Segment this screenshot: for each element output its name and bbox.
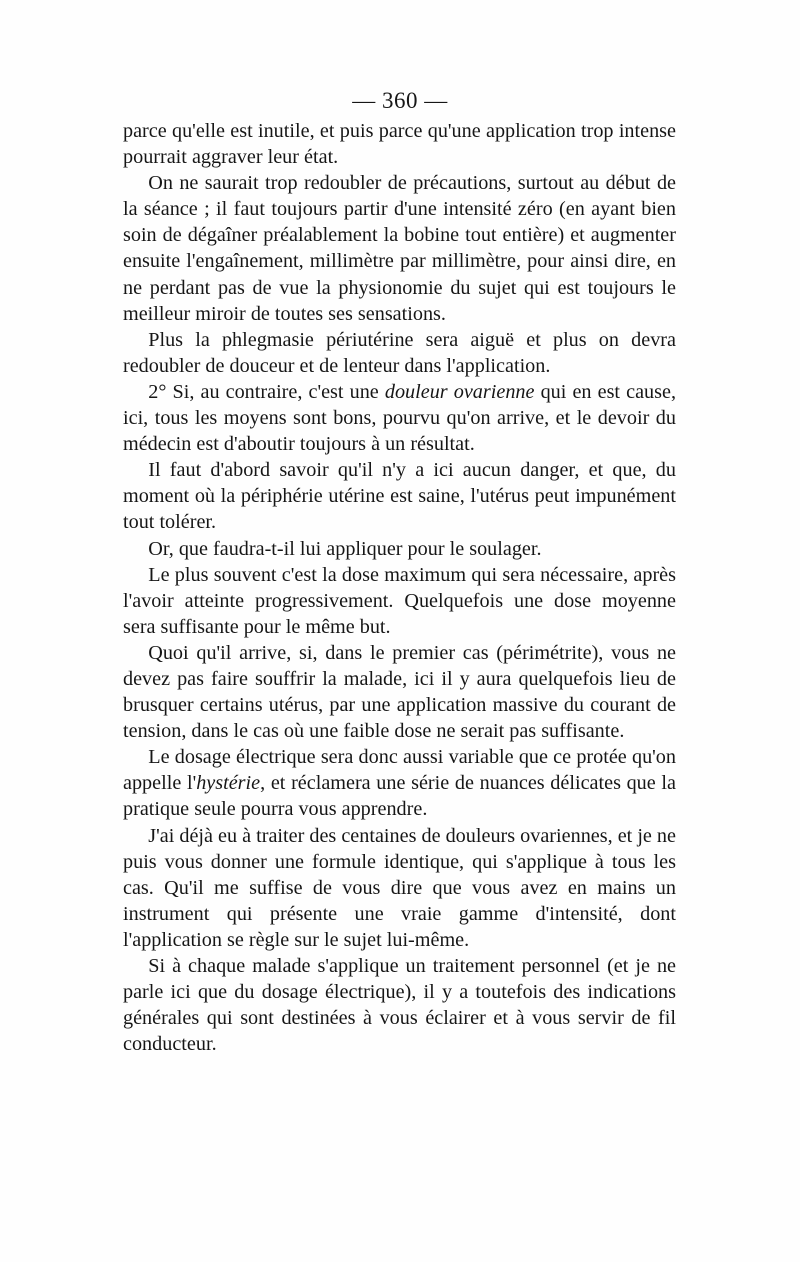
paragraph bbox=[123, 744, 676, 822]
paragraph bbox=[123, 118, 676, 170]
paragraph bbox=[123, 457, 676, 535]
paragraph bbox=[123, 823, 676, 953]
paragraph bbox=[123, 379, 676, 457]
paragraph-text: Quoi qu'il arrive, si, dans le premier cas (périmétrite), vous ne devez pas faire souffrir la malade, ici il y aura quelquefois lieu de brusquer certains utérus, par une application massive du courant de tension, dans le cas où une faible dose ne serait pas suffisante. bbox=[123, 641, 676, 743]
paragraph bbox=[123, 562, 676, 640]
paragraph-text: J'ai déjà eu à traiter des centaines de douleurs ovariennes, et je ne puis vous donner une formule identique, qui s'applique à tous les cas. Qu'il me suffise de vous dire que vous avez en mains un instrument qui présente une vraie gamme d'intensité, dont l'application se règle sur le sujet lui-même. bbox=[123, 824, 676, 951]
paragraph-text: parce qu'elle est inutile, et puis parce qu'une application trop intense pourrait aggraver leur état. bbox=[123, 120, 676, 169]
paragraph bbox=[123, 327, 676, 379]
paragraph-text: qui en est cause, ici, tous les moyens sont bons, pourvu qu'on arrive, et le devoir du médecin est d'aboutir toujours à un résultat. bbox=[123, 380, 677, 456]
paragraph-text: On ne saurait trop redoubler de précautions, surtout au début de la séance ; il faut toujours partir d'une intensité zéro (en ayant bien soin de dégaîner préalablement la bobine tout entière) et augmenter ensuite l'engaînement, millimètre par millimètre, pour ainsi dire, en ne perdant pas de vue la physionomie du sujet qui est toujours le meilleur miroir de toutes ses sensations. bbox=[123, 172, 676, 325]
paragraph-text: , et réclamera une série de nuances délicates que la pratique seule pourra vous apprendre. bbox=[123, 772, 676, 821]
paragraph-text: Le plus souvent c'est la dose maximum qui sera nécessaire, après l'avoir atteinte progressivement. Quelquefois une dose moyenne sera suffisante pour le même but. bbox=[123, 563, 676, 638]
paragraph bbox=[123, 170, 676, 327]
paragraph-text: Si à chaque malade s'applique un traitement personnel (et je ne parle ici que du dosage électrique), il y a toutefois des indications générales qui sont destinées à vous éclairer et à vous servir de fil conducteur. bbox=[123, 955, 676, 1056]
body-text bbox=[123, 118, 676, 1057]
paragraph-text: Or, que faudra-t-il lui appliquer pour le soulager. bbox=[148, 537, 542, 560]
paragraph-text: Il faut d'abord savoir qu'il n'y a ici aucun danger, et que, du moment où la périphérie utérine est saine, l'utérus peut impunément tout tolérer. bbox=[123, 459, 676, 534]
paragraph-text: 2° Si, au contraire, c'est une bbox=[148, 380, 385, 403]
paragraph-text: Le dosage électrique sera donc aussi variable que ce protée qu'on appelle l' bbox=[123, 746, 676, 795]
paragraph bbox=[123, 640, 676, 744]
page-number: — 360 — bbox=[352, 88, 448, 113]
paragraph bbox=[123, 953, 676, 1057]
paragraph-text: Plus la phlegmasie périutérine sera aiguë et plus on devra redoubler de douceur et de lenteur dans l'application. bbox=[123, 328, 676, 377]
italic-text: hystérie bbox=[196, 772, 261, 795]
italic-text: douleur ovarienne bbox=[384, 380, 535, 403]
paragraph bbox=[123, 536, 676, 562]
